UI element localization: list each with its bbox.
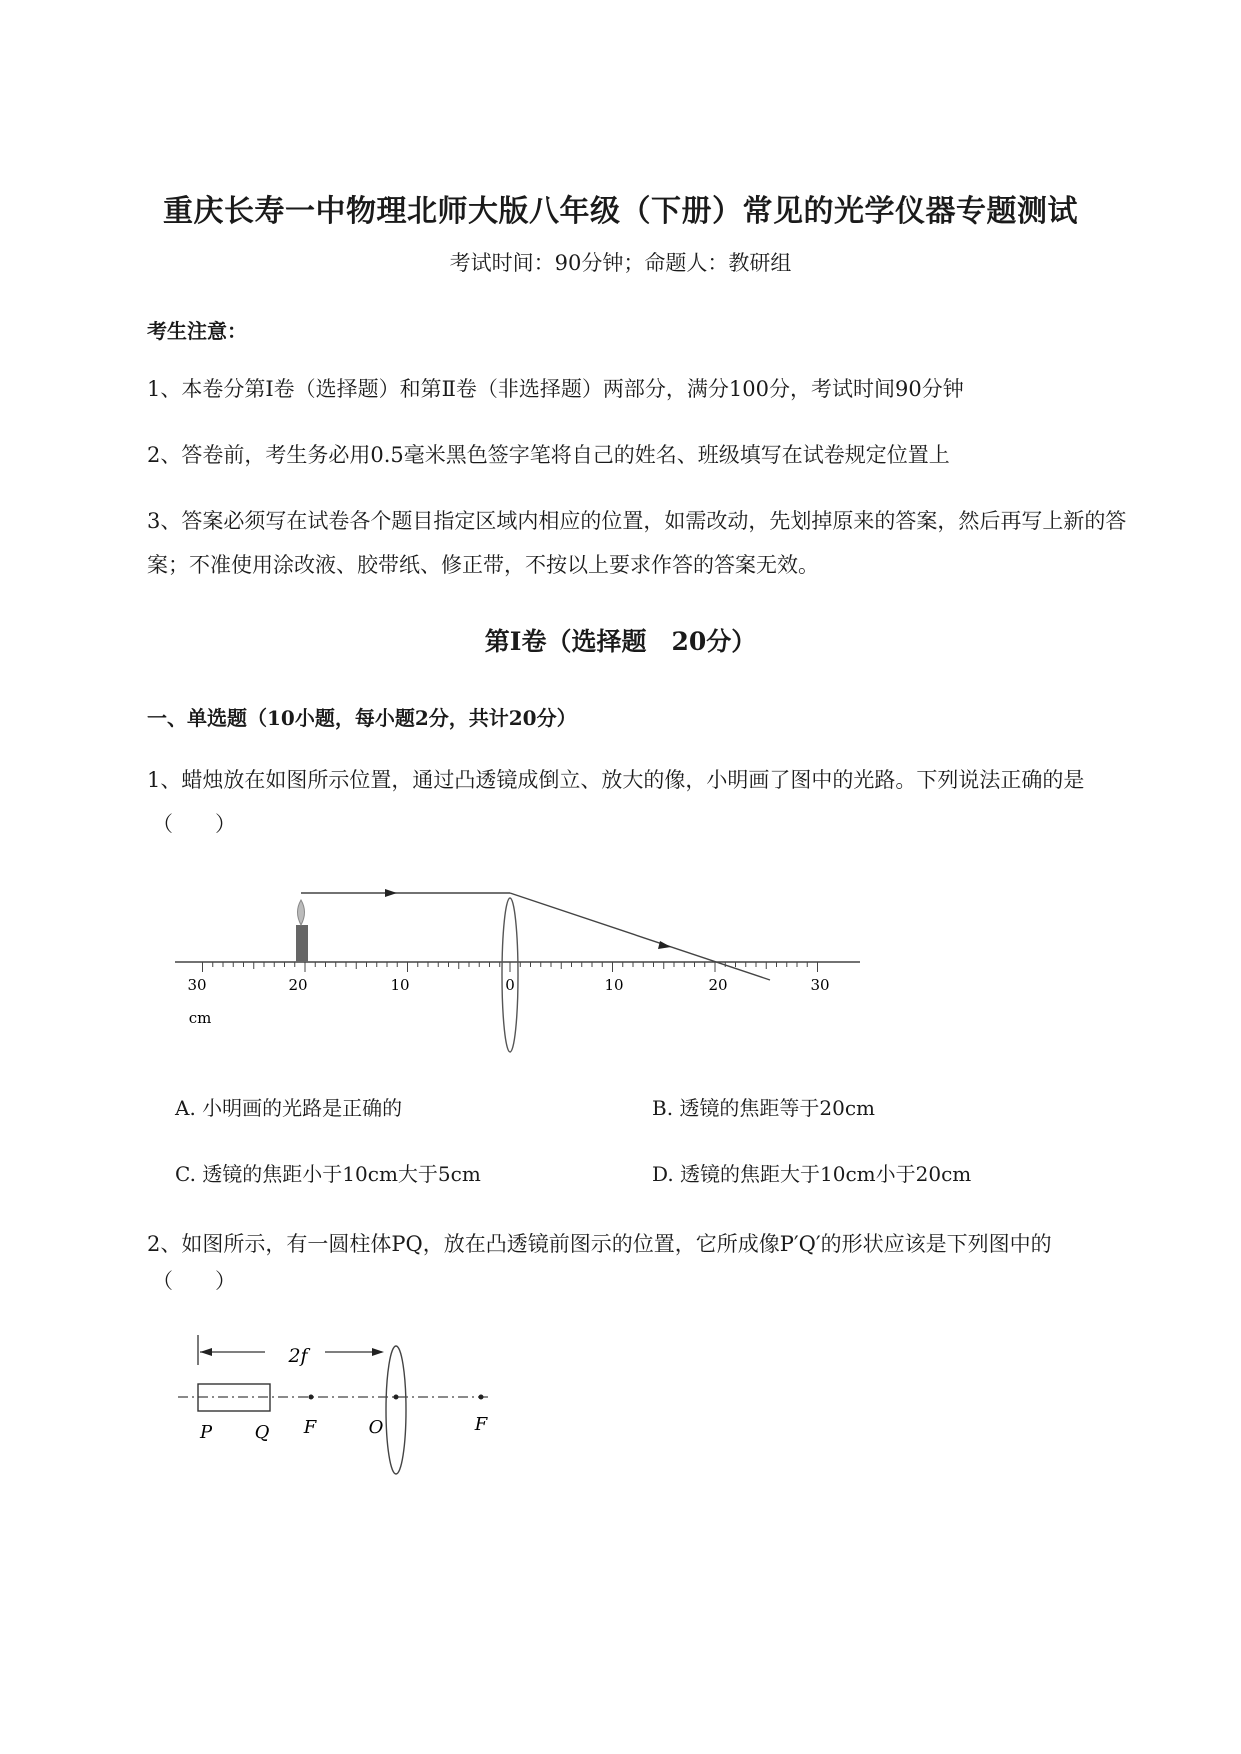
convex-lens [386,1346,406,1474]
focal-point-left [309,1395,314,1400]
unit-label: cm [188,1009,212,1027]
refracted-ray [510,893,770,980]
label-f-left: F [303,1417,317,1438]
ray-arrow-1 [385,889,397,897]
tick-label-left-30: 30 [187,976,207,994]
question-2-answer-blank: （ ） [152,1269,236,1293]
question-1-text: 1、蜡烛放在如图所示位置，通过凸透镜成倒立、放大的像，小明画了图中的光路。下列说法正确的是 [147,768,1085,792]
notice-item-2: 2、答卷前，考生务必用0.5毫米黑色签字笔将自己的姓名、班级填写在试卷规定位置上 [147,443,950,467]
label-f-right: F [474,1414,488,1435]
dimension-arrow-left [200,1348,212,1356]
exam-subtitle: 考试时间：90分钟；命题人：教研组 [449,251,792,275]
question-2-text: 2、如图所示，有一圆柱体PQ，放在凸透镜前图示的位置，它所成像P′Q′的形状应该是下列图中的 [147,1232,1052,1256]
candle-flame [298,900,305,925]
convex-lens [502,898,518,1052]
tick-label-zero: 0 [505,976,515,994]
focal-point-right [479,1395,484,1400]
tick-label-right-10: 10 [604,976,624,994]
question-1-answer-blank: （ ） [152,812,236,836]
question-1-lens-diagram [170,870,870,1055]
tick-label-left-10: 10 [390,976,410,994]
candle [296,925,308,962]
notice-item-1: 1、本卷分第I卷（选择题）和第Ⅱ卷（非选择题）两部分，满分100分，考试时间90分钟 [147,377,964,401]
exam-title: 重庆长寿一中物理北师大版八年级（下册）常见的光学仪器专题测试 [163,194,1078,229]
ruler-ticks [203,962,818,972]
notice-item-3: 3、答案必须写在试卷各个题目指定区域内相应的位置，如需改动，先划掉原来的答案，然后再写上新的答案；不准使用涂改液、胶带纸、修正带，不按以上要求作答的答案无效。 [147,509,1127,577]
question-1-option-c[interactable]: C. 透镜的焦距小于10cm大于5cm [175,1162,481,1186]
tick-label-right-20: 20 [708,976,728,994]
dimension-arrow-right [372,1348,384,1356]
label-p: P [199,1422,213,1443]
label-q: Q [254,1422,270,1443]
tick-label-left-20: 20 [288,976,308,994]
part-heading: 一、单选题（10小题，每小题2分，共计20分） [147,706,577,730]
tick-label-right-30: 30 [810,976,830,994]
label-2f: 2f [288,1345,308,1367]
optical-center [394,1395,399,1400]
label-o: O [368,1417,384,1438]
question-1-option-b[interactable]: B. 透镜的焦距等于20cm [652,1096,876,1120]
ray-arrow-2 [658,941,671,949]
question-1-option-d[interactable]: D. 透镜的焦距大于10cm小于20cm [652,1162,972,1186]
section-title: 第I卷（选择题 20分） [484,627,757,656]
question-2-lens-diagram [170,1325,500,1475]
notice-heading: 考生注意： [147,319,247,343]
question-1-option-a[interactable]: A. 小明画的光路是正确的 [175,1096,403,1120]
